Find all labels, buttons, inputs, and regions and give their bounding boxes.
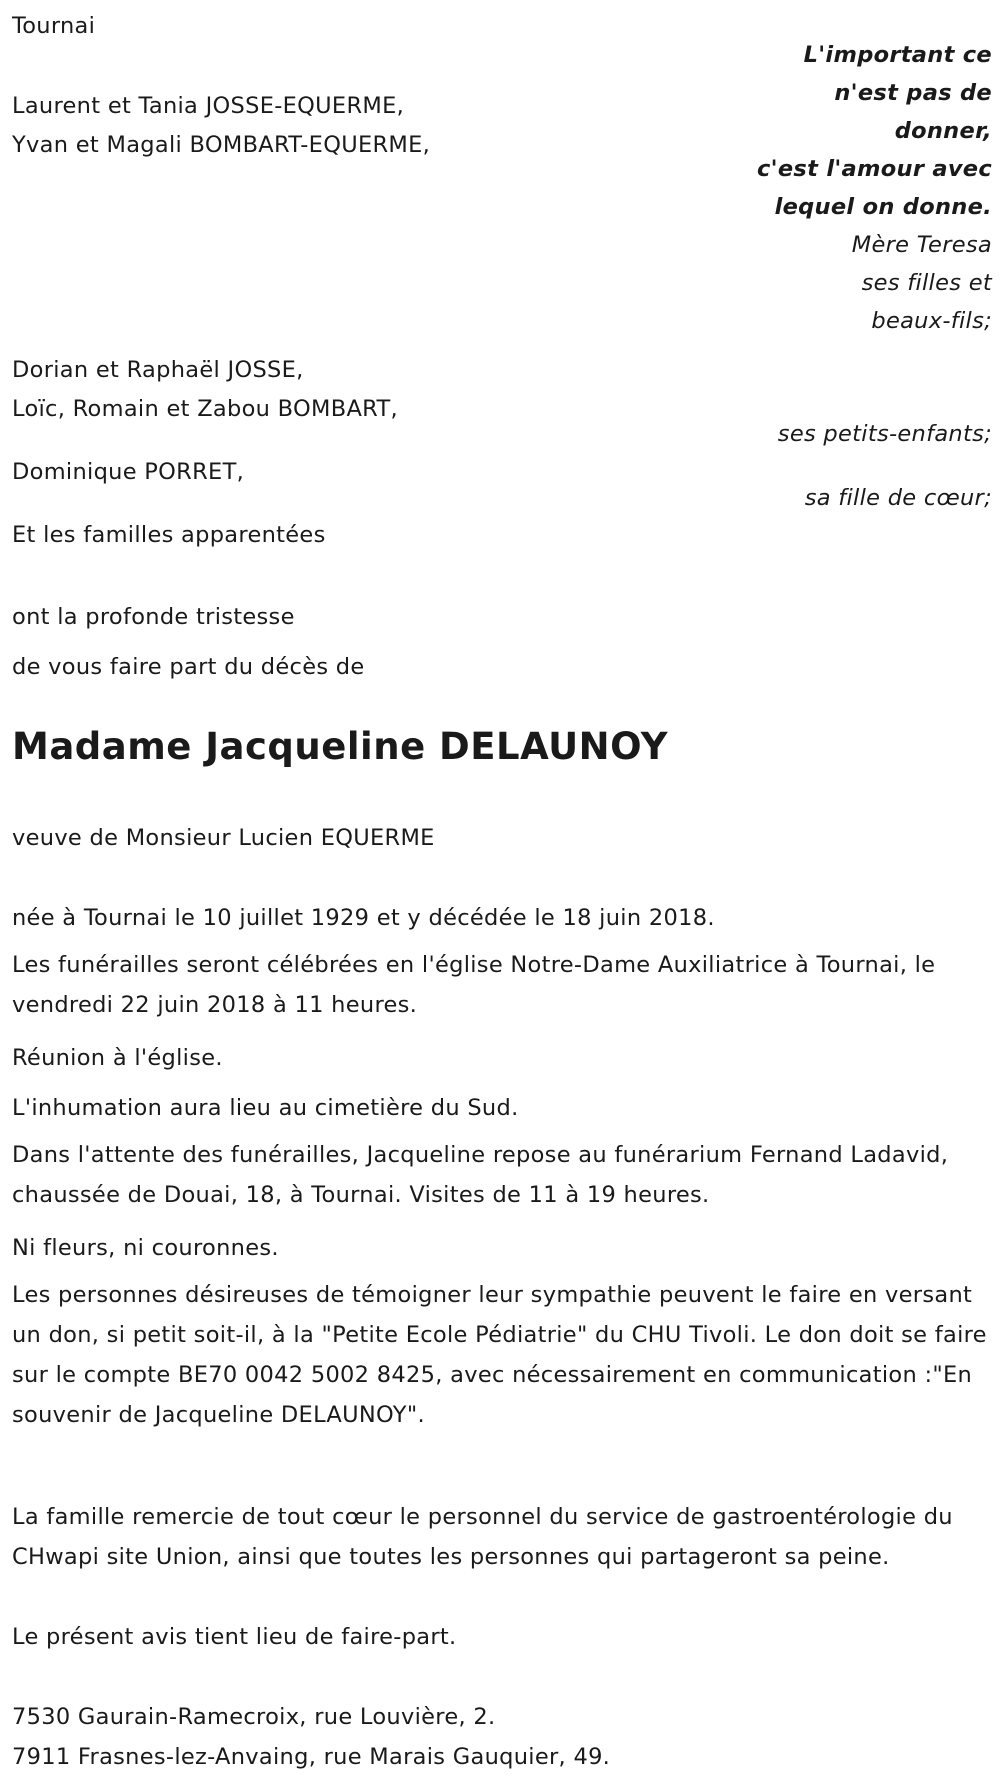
flowers-line: Ni fleurs, ni couronnes. <box>12 1235 279 1261</box>
birth-death-line: née à Tournai le 10 juillet 1929 et y décédée le 18 juin 2018. <box>12 905 715 931</box>
donation-paragraph: Les personnes désireuses de témoigner leur sympathie peuvent le faire en versant un don, si petit soit-il, à la "Petite Ecole Pédiatrie" du CHU Tivoli. Le don doit se faire sur le compte BE70 0042 5002 8425, avec nécessairement en communication :"En souvenir de Jacqueline DELAUNOY". <box>12 1282 987 1428</box>
quote-line-4: c'est l'amour avec <box>757 156 992 182</box>
city-heading: Tournai <box>12 13 96 39</box>
role-daughters-line-1: ses filles et <box>861 270 992 296</box>
quote-block <box>612 36 992 340</box>
family-line-3: Dorian et Raphaël JOSSE, <box>12 357 304 383</box>
family-line-5: Dominique PORRET, <box>12 459 245 485</box>
burial-line: L'inhumation aura lieu au cimetière du Sud. <box>12 1095 519 1121</box>
widow-line: veuve de Monsieur Lucien EQUERME <box>12 825 435 851</box>
repose-paragraph: Dans l'attente des funérailles, Jacqueline repose au funérarium Fernand Ladavid, chaussée de Douai, 18, à Tournai. Visites de 11 à 19 heures. <box>12 1142 949 1208</box>
family-line-6: Et les familles apparentées <box>12 522 326 548</box>
funeral-paragraph: Les funérailles seront célébrées en l'église Notre-Dame Auxiliatrice à Tournai, le vendredi 22 juin 2018 à 11 heures. <box>12 952 936 1018</box>
family-line-2: Yvan et Magali BOMBART-EQUERME, <box>12 132 431 158</box>
deceased-name: Madame Jacqueline DELAUNOY <box>12 725 669 768</box>
role-grandchildren: ses petits-enfants; <box>777 421 992 447</box>
announcement-line-2: de vous faire part du décès de <box>12 654 365 680</box>
address-line-2: 7911 Frasnes-lez-Anvaing, rue Marais Gauquier, 49. <box>12 1744 611 1770</box>
thanks-paragraph: La famille remercie de tout cœur le personnel du service de gastroentérologie du CHwapi site Union, ainsi que toutes les personnes qui partageront sa peine. <box>12 1504 953 1570</box>
announcement-line-1: ont la profonde tristesse <box>12 604 295 630</box>
address-line-1: 7530 Gaurain-Ramecroix, rue Louvière, 2. <box>12 1704 496 1730</box>
quote-line-1: L'important ce <box>803 42 992 68</box>
quote-author: Mère Teresa <box>851 232 992 258</box>
quote-line-2: n'est pas de <box>834 80 992 106</box>
meeting-line: Réunion à l'église. <box>12 1045 223 1071</box>
notice-line: Le présent avis tient lieu de faire-part. <box>12 1624 457 1650</box>
quote-line-5: lequel on donne. <box>774 194 992 220</box>
family-line-1: Laurent et Tania JOSSE-EQUERME, <box>12 93 405 119</box>
quote-line-3: donner, <box>894 118 992 144</box>
role-daughters-line-2: beaux-fils; <box>871 308 992 334</box>
role-heart-daughter: sa fille de cœur; <box>804 485 992 511</box>
family-line-4: Loïc, Romain et Zabou BOMBART, <box>12 396 398 422</box>
